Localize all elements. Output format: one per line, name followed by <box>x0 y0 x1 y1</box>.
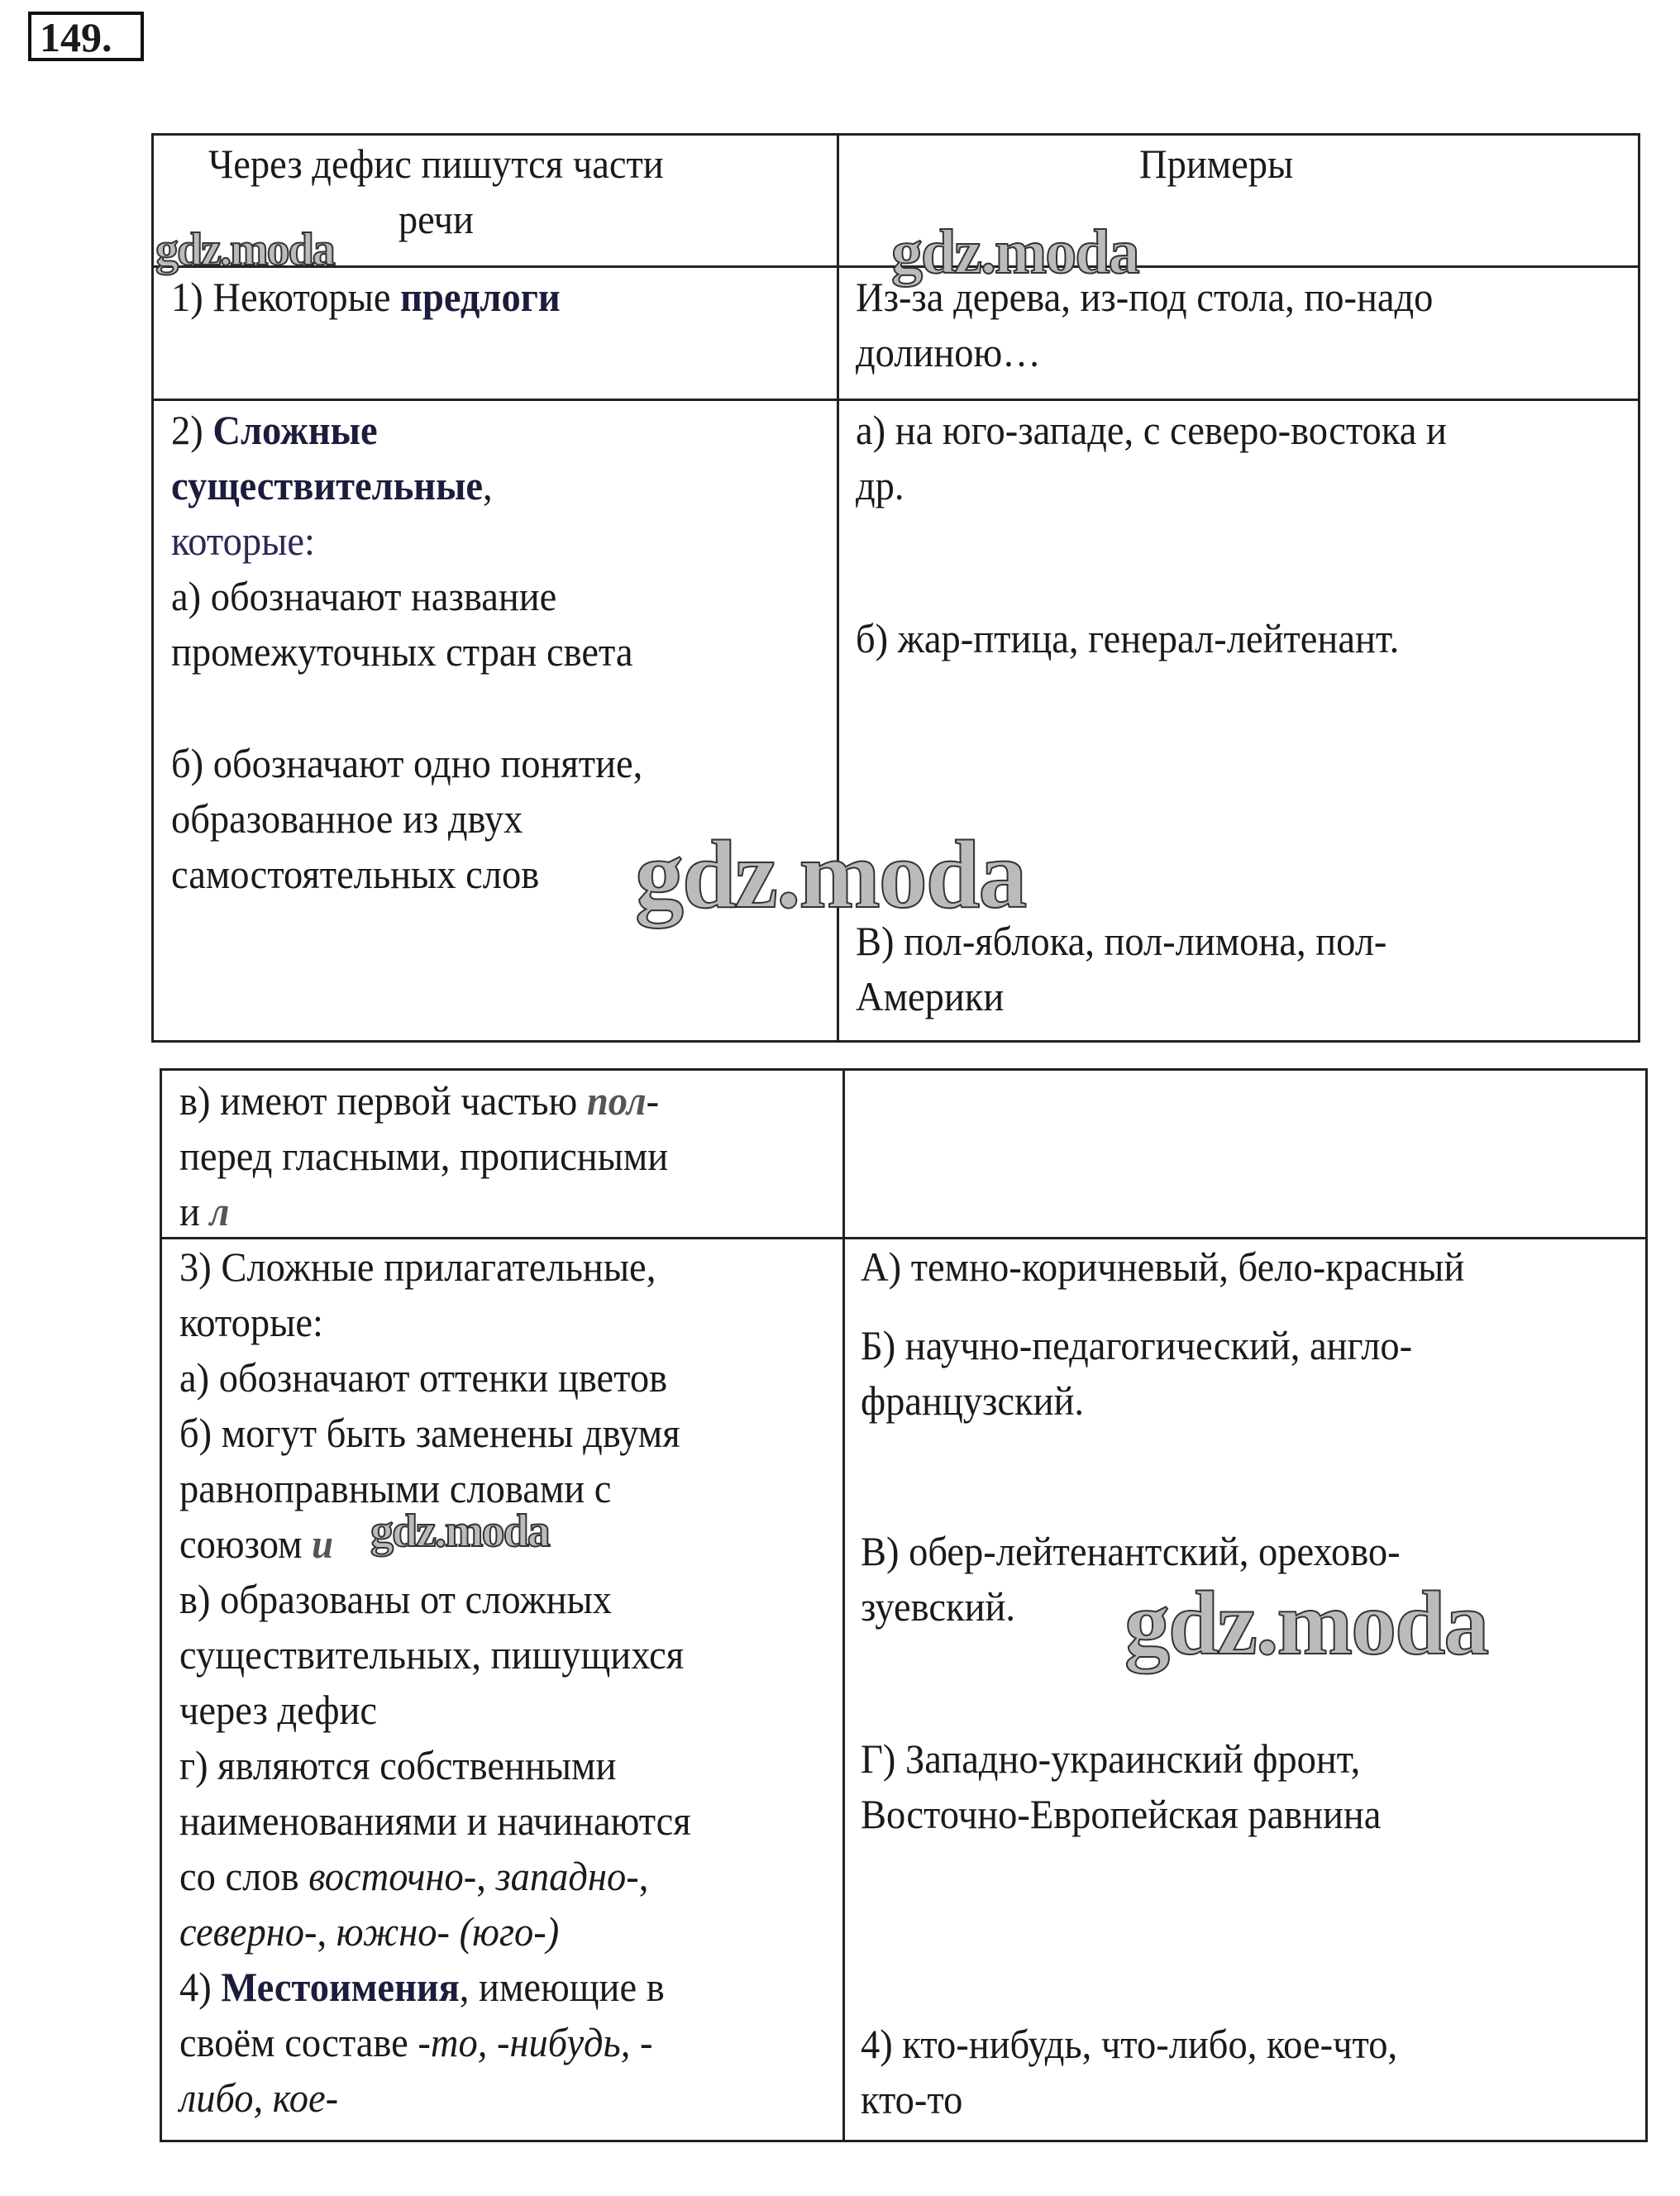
watermark: gdz.moda <box>1124 1573 1488 1673</box>
text-segment: и <box>179 1188 210 1234</box>
text-line <box>171 270 561 325</box>
text-line <box>179 1295 691 1350</box>
text-line <box>179 1904 691 1960</box>
watermark: gdz.moda <box>370 1506 549 1557</box>
text-line <box>861 1787 1381 1842</box>
text-line <box>861 1239 1464 1295</box>
emphasized-term: существительные <box>171 462 484 508</box>
italic-term: западно- <box>495 1853 639 1899</box>
text-segment: которые: <box>171 518 315 564</box>
text-line <box>179 1129 668 1184</box>
text-line <box>179 1239 691 1295</box>
text-segment: б) могут быть заменены двумя <box>179 1410 680 1456</box>
text-segment: а) обозначают оттенки цветов <box>179 1354 668 1401</box>
text-segment: Восточно-Европейская равнина <box>861 1791 1382 1837</box>
cell-adjectives-examples-b <box>861 1318 1412 1429</box>
text-line <box>179 1849 691 1904</box>
text-segment: долиною… <box>856 329 1041 375</box>
text-segment: А) темно-коричневый, бело-красный <box>861 1244 1465 1290</box>
cell-compound-nouns-examples-b <box>856 611 1399 666</box>
text-segment: б) жар-птица, генерал-лейтенант. <box>856 615 1400 661</box>
text-line <box>171 513 633 569</box>
text-segment: , имеющие в <box>459 1964 665 2010</box>
cell-adjectives-examples-a <box>861 1239 1464 1295</box>
text-segment: в) образованы от сложных <box>179 1576 612 1622</box>
text-line <box>179 1406 691 1461</box>
column-divider <box>842 1071 845 2140</box>
text-line <box>179 1073 668 1129</box>
text-segment: Г) Западно-украинский фронт, <box>861 1735 1361 1782</box>
text-segment: равноправными словами с <box>179 1465 612 1511</box>
text-segment: г) являются собственными <box>179 1742 617 1788</box>
header-examples <box>1139 136 1293 192</box>
text-segment: через дефис <box>179 1687 377 1733</box>
text-segment: др. <box>856 462 904 508</box>
text-segment: 1) Некоторые <box>171 274 401 320</box>
cell-pol-rule <box>179 1073 668 1239</box>
text-segment: , <box>317 1908 336 1955</box>
text-line <box>179 1572 691 1627</box>
cell-adjectives-examples-d <box>861 1731 1381 1842</box>
text-segment: 4) кто-нибудь, что-либо, кое-что, <box>861 2021 1398 2067</box>
text-segment: самостоятельных слов <box>171 851 540 897</box>
exercise-number: 149. <box>28 12 144 61</box>
watermark: gdz.moda <box>155 224 334 275</box>
text-segment: , <box>476 1853 496 1899</box>
text-line <box>856 403 1447 458</box>
cell-adjectives-pronouns <box>179 1239 691 2126</box>
emphasized-term: и <box>312 1520 334 1567</box>
text-line <box>179 1793 691 1849</box>
text-line <box>179 2015 691 2070</box>
text-segment: , <box>483 462 493 508</box>
italic-term: -то, -нибудь, - <box>418 2019 653 2065</box>
text-line <box>861 2072 1397 2127</box>
text-segment: своём составе <box>179 2019 418 2065</box>
text-segment: В) обер-лейтенантский, орехово- <box>861 1528 1401 1574</box>
emphasized-term: Сложные <box>212 407 378 453</box>
cell-compound-nouns-a <box>171 403 633 680</box>
text-segment: Б) научно-педагогический, англо- <box>861 1322 1413 1368</box>
text-segment: союзом <box>179 1520 313 1567</box>
text-line <box>171 458 633 513</box>
text-line <box>856 611 1399 666</box>
text-segment: а) обозначают название <box>171 573 557 619</box>
text-line <box>208 136 664 192</box>
text-line <box>179 1683 691 1738</box>
text-segment: промежуточных стран света <box>171 628 633 675</box>
italic-term: южно- (юго-) <box>336 1908 560 1955</box>
text-segment: 4) <box>179 1964 222 2010</box>
text-line <box>861 1731 1381 1787</box>
cell-compound-nouns-examples-a <box>856 403 1447 513</box>
emphasized-term: л <box>209 1188 230 1234</box>
text-line <box>861 2017 1397 2072</box>
watermark: gdz.moda <box>635 820 1026 929</box>
text-segment: со слов <box>179 1853 309 1899</box>
text-segment: Примеры <box>1139 141 1294 187</box>
text-segment: французский. <box>861 1377 1085 1424</box>
text-line <box>179 1960 691 2015</box>
emphasized-term: предлоги <box>400 274 561 320</box>
text-segment: а) на юго-западе, с северо-востока и <box>856 407 1447 453</box>
cell-prepositions <box>171 270 561 325</box>
text-line <box>856 325 1433 380</box>
italic-term: либо, кое- <box>179 2074 339 2121</box>
text-segment: перед гласными, прописными <box>179 1133 669 1179</box>
emphasized-term: Местоимения <box>221 1964 460 2010</box>
text-line <box>861 1318 1412 1373</box>
text-segment: в) имеют первой частью <box>179 1077 587 1124</box>
text-segment: речи <box>398 196 474 242</box>
text-segment: - <box>646 1077 660 1124</box>
text-line <box>179 1350 691 1406</box>
text-segment: кто-то <box>861 2076 963 2122</box>
text-segment: которые: <box>179 1299 323 1345</box>
text-segment: , <box>638 1853 649 1899</box>
text-line <box>171 403 633 458</box>
text-line <box>171 847 642 902</box>
cell-compound-nouns-b <box>171 736 642 902</box>
text-segment: Через дефис пишутся части <box>208 141 664 187</box>
text-line <box>856 969 1386 1024</box>
italic-term: восточно- <box>308 1853 477 1899</box>
text-line <box>179 2070 691 2126</box>
row-divider <box>154 399 1638 401</box>
text-segment: б) обозначают одно понятие, <box>171 740 643 786</box>
text-line <box>856 458 1447 513</box>
text-segment: 3) Сложные прилагательные, <box>179 1244 656 1290</box>
text-line <box>179 1184 668 1239</box>
text-segment: зуевский. <box>861 1583 1015 1630</box>
text-line <box>1139 136 1293 192</box>
watermark: gdz.moda <box>891 217 1138 287</box>
text-line <box>171 569 633 624</box>
text-segment: Из-за дерева, из-под стола, по-надо <box>856 274 1434 320</box>
text-line <box>171 736 642 791</box>
text-line <box>179 1738 691 1793</box>
emphasized-term: пол <box>586 1077 647 1124</box>
text-segment: наименованиями и начинаются <box>179 1797 691 1844</box>
text-segment: Америки <box>856 973 1005 1019</box>
italic-term: северно- <box>179 1908 317 1955</box>
text-segment: 2) <box>171 407 213 453</box>
text-segment: существительных, пишущихся <box>179 1631 685 1678</box>
text-line <box>171 624 633 680</box>
text-line <box>861 1373 1412 1429</box>
text-segment: В) пол-яблока, пол-лимона, пол- <box>856 918 1387 964</box>
text-line <box>171 791 642 847</box>
cell-pronouns-examples <box>861 2017 1397 2127</box>
text-segment: образованное из двух <box>171 795 523 842</box>
text-line <box>179 1627 691 1683</box>
